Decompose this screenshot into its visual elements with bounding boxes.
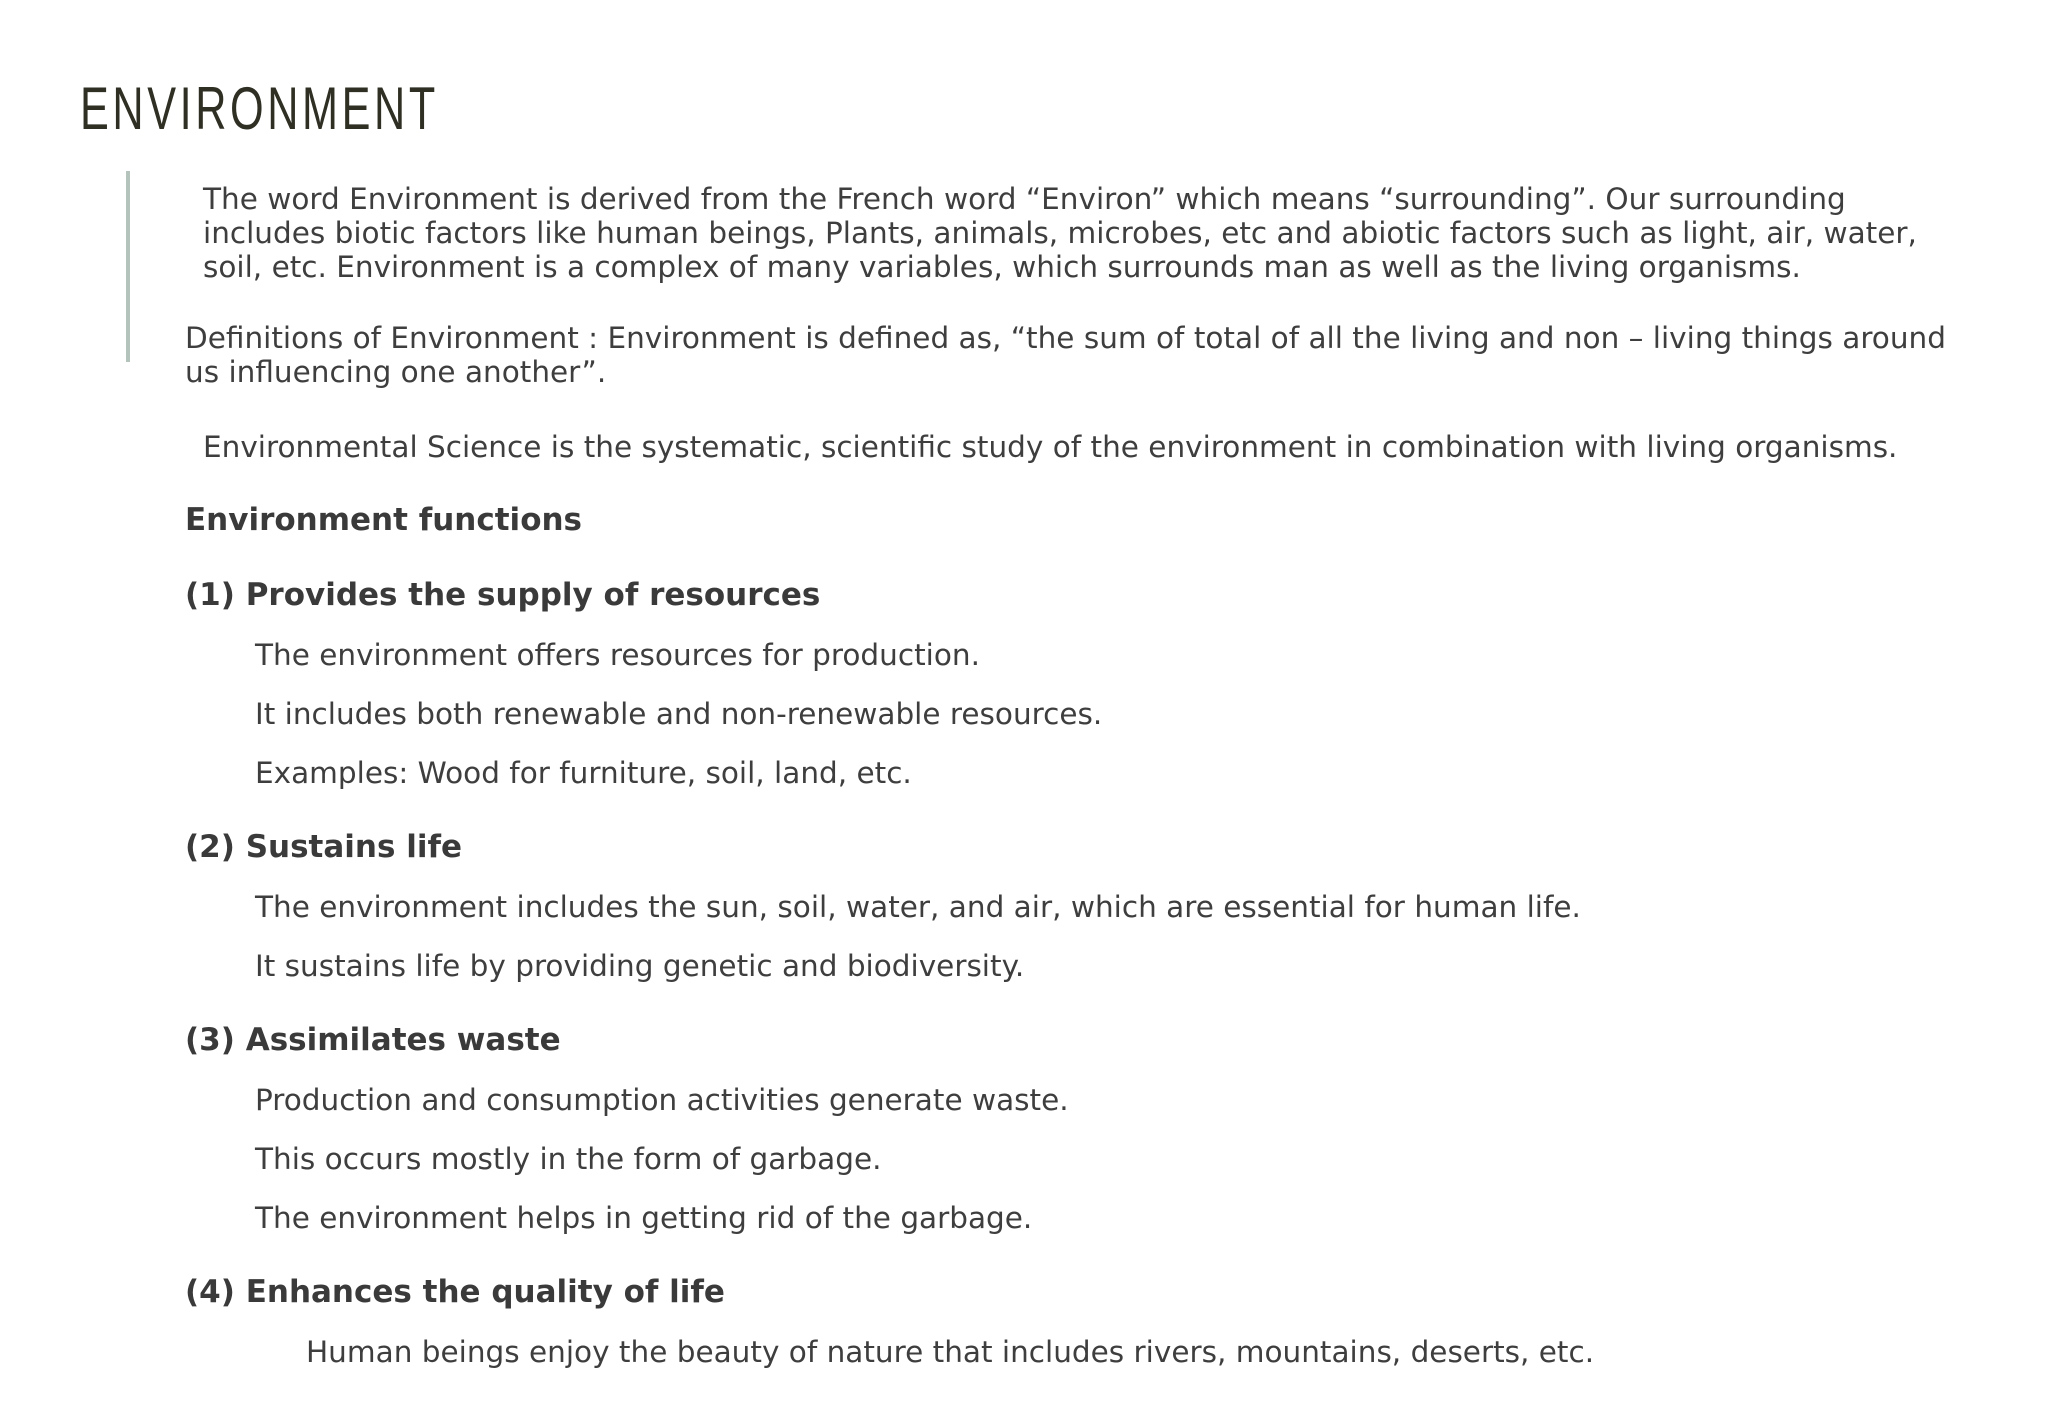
function-4-item: Human beings enjoy the beauty of nature that includes rivers, mountains, deserts, etc. bbox=[306, 1335, 1595, 1369]
function-heading-3: (3) Assimilates waste bbox=[185, 1022, 561, 1058]
function-3-item: Production and consumption activities generate waste. bbox=[255, 1083, 1069, 1117]
definition-line: Definitions of Environment : Environment is defined as, “the sum of total of all the living and non – living things around bbox=[185, 321, 1946, 355]
definition-paragraph bbox=[185, 321, 1946, 389]
function-2-item: The environment includes the sun, soil, water, and air, which are essential for human life. bbox=[255, 890, 1581, 924]
intro-line: The word Environment is derived from the French word “Environ” which means “surrounding”. Our surrounding bbox=[203, 182, 1846, 216]
definition-line: us influencing one another”. bbox=[185, 355, 607, 389]
function-heading-1: (1) Provides the supply of resources bbox=[185, 577, 821, 613]
science-paragraph: Environmental Science is the systematic, scientific study of the environment in combination with living organisms. bbox=[203, 430, 1898, 464]
function-3-item: The environment helps in getting rid of the garbage. bbox=[255, 1201, 1033, 1235]
quote-accent-bar bbox=[126, 171, 130, 362]
function-2-item: It sustains life by providing genetic and biodiversity. bbox=[255, 949, 1025, 983]
intro-line: includes biotic factors like human beings, Plants, animals, microbes, etc and abiotic factors such as light, air, water, bbox=[203, 216, 1917, 250]
page-title: ENVIRONMENT bbox=[80, 75, 439, 142]
function-1-item: Examples: Wood for furniture, soil, land, etc. bbox=[255, 756, 912, 790]
intro-paragraph bbox=[203, 182, 1917, 284]
function-3-item: This occurs mostly in the form of garbage. bbox=[255, 1142, 882, 1176]
function-heading-4: (4) Enhances the quality of life bbox=[185, 1274, 725, 1310]
function-heading-2: (2) Sustains life bbox=[185, 829, 462, 865]
function-1-item: The environment offers resources for production. bbox=[255, 638, 980, 672]
intro-line: soil, etc. Environment is a complex of many variables, which surrounds man as well as the living organisms. bbox=[203, 250, 1801, 284]
function-1-item: It includes both renewable and non-renewable resources. bbox=[255, 697, 1103, 731]
functions-heading: Environment functions bbox=[185, 502, 583, 538]
